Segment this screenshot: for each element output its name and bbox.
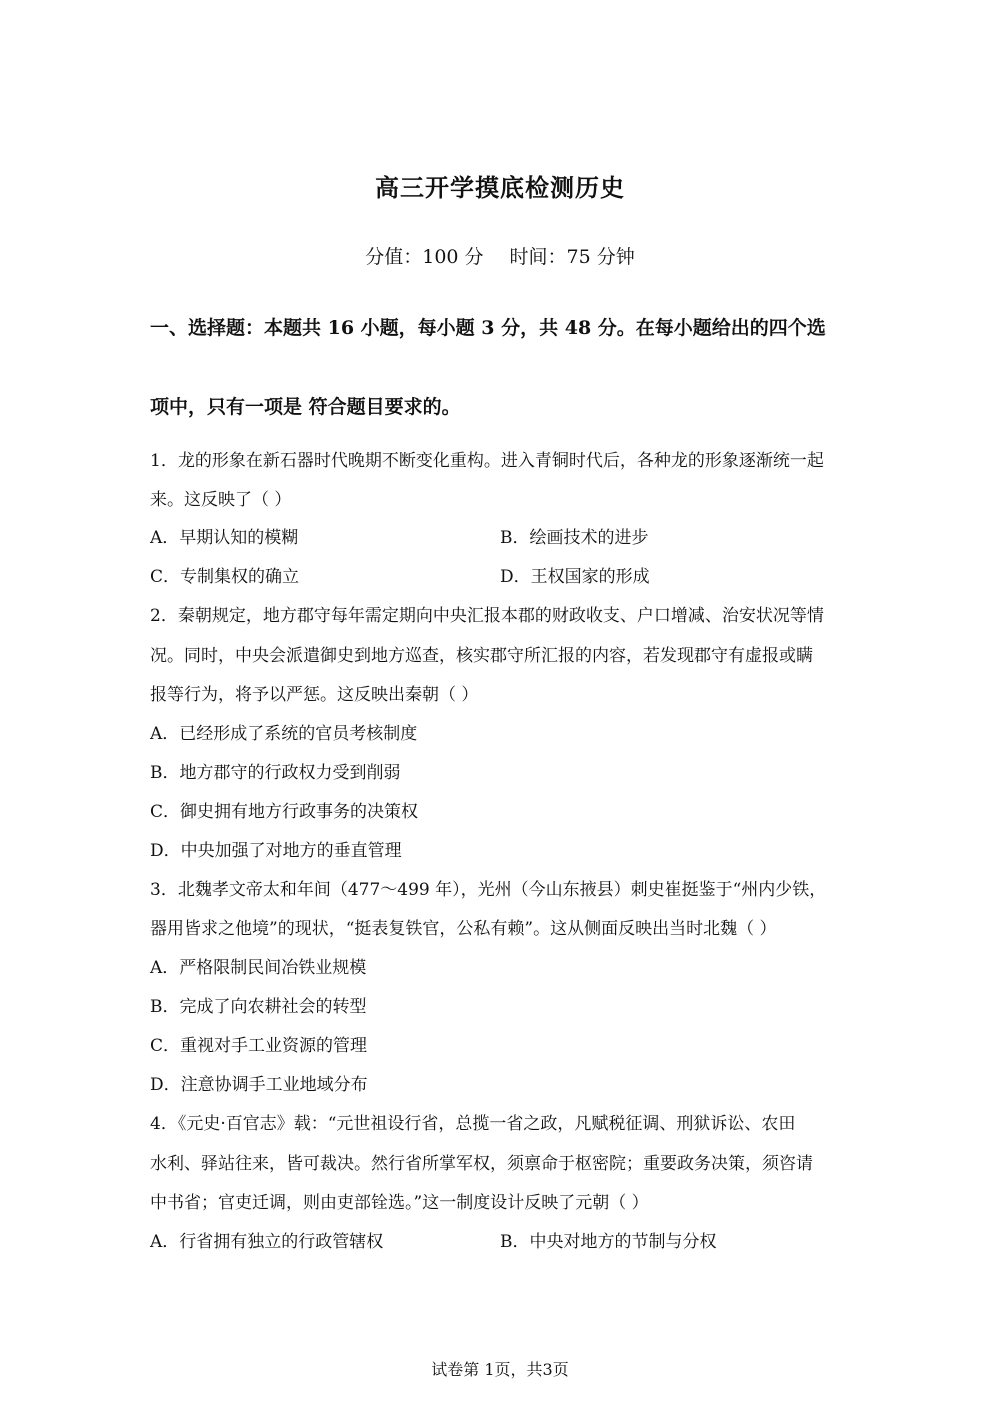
question-4-option-a: A．行省拥有独立的行政管辖权 [150,1232,384,1252]
page-footer: 试卷第 1页，共3页 [431,1360,569,1379]
question-3-option-c: C．重视对手工业资源的管理 [150,1036,368,1056]
time-info: 时间：75 分钟 [509,246,635,268]
question-2-text: 报等行为，将予以严惩。这反映出秦朝（ ） [150,685,479,705]
question-1-option-c: C．专制集权的确立 [150,567,300,587]
section-heading-line2: 项中，只有一项是 符合题目要求的。 [150,396,461,418]
question-4-text: 4．《元史·百官志》载：“元世祖设行省，总揽一省之政，凡赋税征调、刑狱诉讼、农田 [150,1114,796,1134]
exam-info [0,242,1000,269]
question-1-option-a: A．早期认知的模糊 [150,528,299,548]
question-4-text: 水利、驿站往来，皆可裁决。然行省所掌军权，须禀命于枢密院；重要政务决策，须咨请 [150,1154,813,1174]
question-1-text: 来。这反映了（ ） [150,490,292,510]
question-3-option-d: D．注意协调手工业地域分布 [150,1075,368,1095]
question-2-text: 况。同时，中央会派遣御史到地方巡查，核实郡守所汇报的内容，若发现郡守有虚报或瞒 [150,646,813,666]
question-3-text: 3．北魏孝文帝太和年间（477～499 年），光州（今山东掖县）刺史崔挺鉴于“州内少铁， [150,880,827,900]
question-1-option-d: D．王权国家的形成 [500,567,650,587]
question-2-option-c: C．御史拥有地方行政事务的决策权 [150,802,419,822]
question-1-option-b: B．绘画技术的进步 [500,528,649,548]
question-2-option-d: D．中央加强了对地方的垂直管理 [150,841,402,861]
question-4-text: 中书省；官吏迁调，则由吏部铨选。”这一制度设计反映了元朝（ ） [150,1193,649,1213]
score-info: 分值：100 分 [365,246,484,268]
question-4-option-b: B．中央对地方的节制与分权 [500,1232,717,1252]
question-2-text: 2．秦朝规定，地方郡守每年需定期向中央汇报本郡的财政收支、户口增减、治安状况等情 [150,606,824,626]
question-3-option-b: B．完成了向农耕社会的转型 [150,997,367,1017]
page-title: 高三开学摸底检测历史 [375,173,625,202]
question-3-option-a: A．严格限制民间冶铁业规模 [150,958,367,978]
question-1-text: 1．龙的形象在新石器时代晚期不断变化重构。进入青铜时代后，各种龙的形象逐渐统一起 [150,451,824,471]
question-2-option-a: A．已经形成了系统的官员考核制度 [150,724,418,744]
question-3-text: 器用皆求之他境”的现状，“挺表复铁官，公私有赖”。这从侧面反映出当时北魏（ ） [150,919,777,939]
section-heading-line1: 一、选择题：本题共 16 小题，每小题 3 分，共 48 分。在每小题给出的四个选 [150,317,826,339]
question-2-option-b: B．地方郡守的行政权力受到削弱 [150,763,401,783]
